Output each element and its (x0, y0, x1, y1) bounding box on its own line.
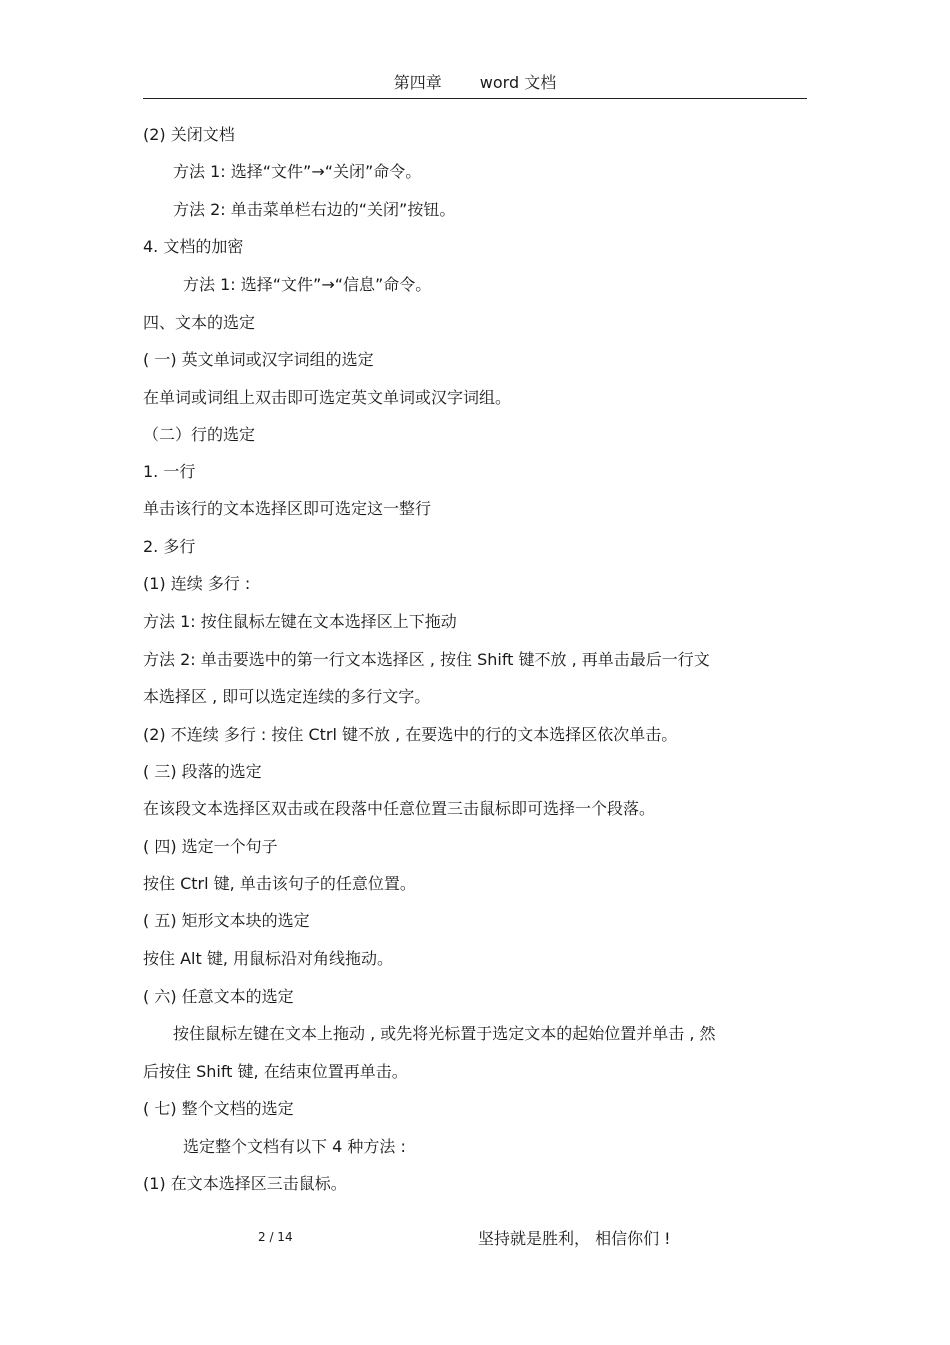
text-line: (2) 关闭文档 (143, 125, 235, 144)
text-line: ( 七) 整个文档的选定 (143, 1099, 294, 1118)
text-line: 在单词或词组上双击即可选定英文单词或汉字词组。 (143, 388, 512, 407)
text-line: 四、文本的选定 (143, 313, 256, 332)
text-line: 本选择区 , 即可以选定连续的多行文字。 (143, 687, 431, 706)
text-line: 方法 2: 单击要选中的第一行文本选择区 , 按住 Shift 键不放 , 再单击最后一行文 (143, 650, 710, 669)
text-line: 按住鼠标左键在文本上拖动 , 或先将光标置于选定文本的起始位置并单击 , 然 (173, 1024, 716, 1043)
text-line: ( 四) 选定一个句子 (143, 837, 278, 856)
text-line: 2. 多行 (143, 537, 196, 556)
text-line: 方法 1: 按住鼠标左键在文本选择区上下拖动 (143, 612, 457, 631)
header-chapter: 第四章 (393, 73, 442, 92)
text-line: 按住 Alt 键, 用鼠标沿对角线拖动。 (143, 949, 394, 968)
text-line: ( 六) 任意文本的选定 (143, 987, 294, 1006)
text-line: 按住 Ctrl 键, 单击该句子的任意位置。 (143, 874, 416, 893)
footer-motto: 坚持就是胜利， 相信你们 ! (478, 1229, 671, 1248)
text-line: (2) 不连续 多行 : 按住 Ctrl 键不放 , 在要选中的行的文本选择区依次单击。 (143, 725, 678, 744)
page-header (143, 70, 807, 99)
text-line: 选定整个文档有以下 4 种方法 : (183, 1137, 406, 1156)
text-line: （二）行的选定 (143, 425, 256, 444)
text-line: (1) 连续 多行 : (143, 574, 251, 593)
text-line: 1. 一行 (143, 462, 196, 481)
text-line: ( 三) 段落的选定 (143, 762, 262, 781)
text-line: 方法 2: 单击菜单栏右边的“关闭”按钮。 (173, 200, 456, 219)
text-line: 方法 1: 选择“文件”→“关闭”命令。 (173, 162, 422, 181)
text-line: 4. 文档的加密 (143, 237, 244, 256)
page-number: 2 / 14 (258, 1230, 293, 1244)
text-line: 方法 1: 选择“文件”→“信息”命令。 (183, 275, 432, 294)
text-line: (1) 在文本选择区三击鼠标。 (143, 1174, 347, 1193)
text-line: 后按住 Shift 键, 在结束位置再单击。 (143, 1062, 408, 1081)
header-title: word 文档 (479, 73, 557, 92)
text-line: ( 一) 英文单词或汉字词组的选定 (143, 350, 374, 369)
text-line: 单击该行的文本选择区即可选定这一整行 (143, 499, 432, 518)
text-line: ( 五) 矩形文本块的选定 (143, 911, 310, 930)
text-line: 在该段文本选择区双击或在段落中任意位置三击鼠标即可选择一个段落。 (143, 799, 656, 818)
